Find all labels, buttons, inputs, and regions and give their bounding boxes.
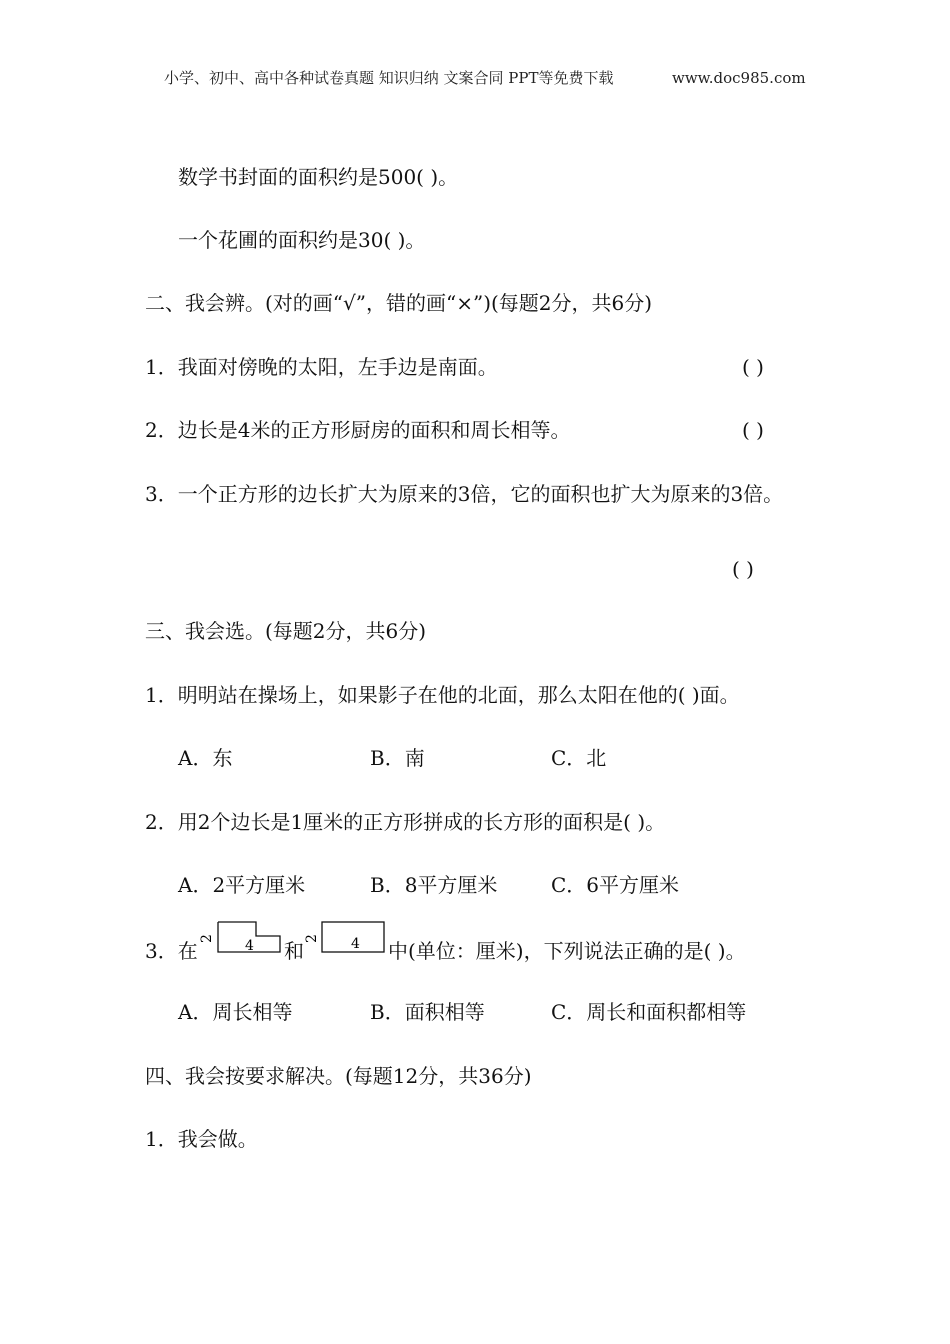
rectangle-side-label: 2 (304, 934, 320, 943)
judge-item-1: 1．我面对傍晚的太阳，左手边是南面。 (145, 355, 498, 379)
choice-3-option-c[interactable]: C．周长和面积都相等 (551, 1000, 747, 1024)
rectangle-bottom-label: 4 (351, 936, 360, 952)
choice-question-3-prefix: 3．在 (145, 939, 198, 963)
choice-1-option-b[interactable]: B．南 (370, 746, 425, 770)
choice-question-1: 1．明明站在操场上，如果影子在他的北面，那么太阳在他的( )面。 (145, 683, 740, 707)
l-shape-bottom-label: 4 (245, 938, 254, 954)
choice-question-3-and: 和 (284, 939, 304, 963)
choice-3-option-a[interactable]: A．周长相等 (178, 1000, 293, 1024)
header-left: 小学、初中、高中各种试卷真题 知识归纳 文案合同 PPT等免费下载 (164, 69, 614, 87)
choice-2-option-b[interactable]: B．8平方厘米 (370, 873, 498, 897)
fill-in-item-book: 数学书封面的面积约是500( )。 (178, 165, 459, 189)
judge-answer-1[interactable]: ( ) (742, 355, 764, 379)
judge-item-2: 2．边长是4米的正方形厨房的面积和周长相等。 (145, 418, 571, 442)
judge-item-3: 3．一个正方形的边长扩大为原来的3倍，它的面积也扩大为原来的3倍。 (145, 482, 784, 506)
l-shape-figure (198, 918, 282, 958)
choice-2-option-a[interactable]: A．2平方厘米 (178, 873, 306, 897)
choice-question-2: 2．用2个边长是1厘米的正方形拼成的长方形的面积是( )。 (145, 810, 666, 834)
section-4-item-1: 1．我会做。 (145, 1127, 258, 1151)
header-right[interactable]: www.doc985.com (672, 69, 806, 87)
choice-1-option-a[interactable]: A．东 (178, 746, 233, 770)
choice-question-3-suffix: 中(单位：厘米)，下列说法正确的是( )。 (388, 939, 746, 963)
section-4-title: 四、我会按要求解决。(每题12分，共36分) (145, 1064, 532, 1088)
judge-answer-3[interactable]: ( ) (732, 557, 754, 581)
judge-answer-2[interactable]: ( ) (742, 418, 764, 442)
choice-2-option-c[interactable]: C．6平方厘米 (551, 873, 680, 897)
section-3-title: 三、我会选。(每题2分，共6分) (145, 619, 427, 643)
rectangle-figure (304, 918, 388, 958)
section-2-title: 二、我会辨。(对的画“√”，错的画“×”)(每题2分，共6分) (145, 291, 653, 315)
fill-in-item-garden: 一个花圃的面积约是30( )。 (178, 228, 426, 252)
l-shape-side-label: 2 (199, 934, 215, 943)
choice-1-option-c[interactable]: C．北 (551, 746, 607, 770)
choice-3-option-b[interactable]: B．面积相等 (370, 1000, 485, 1024)
